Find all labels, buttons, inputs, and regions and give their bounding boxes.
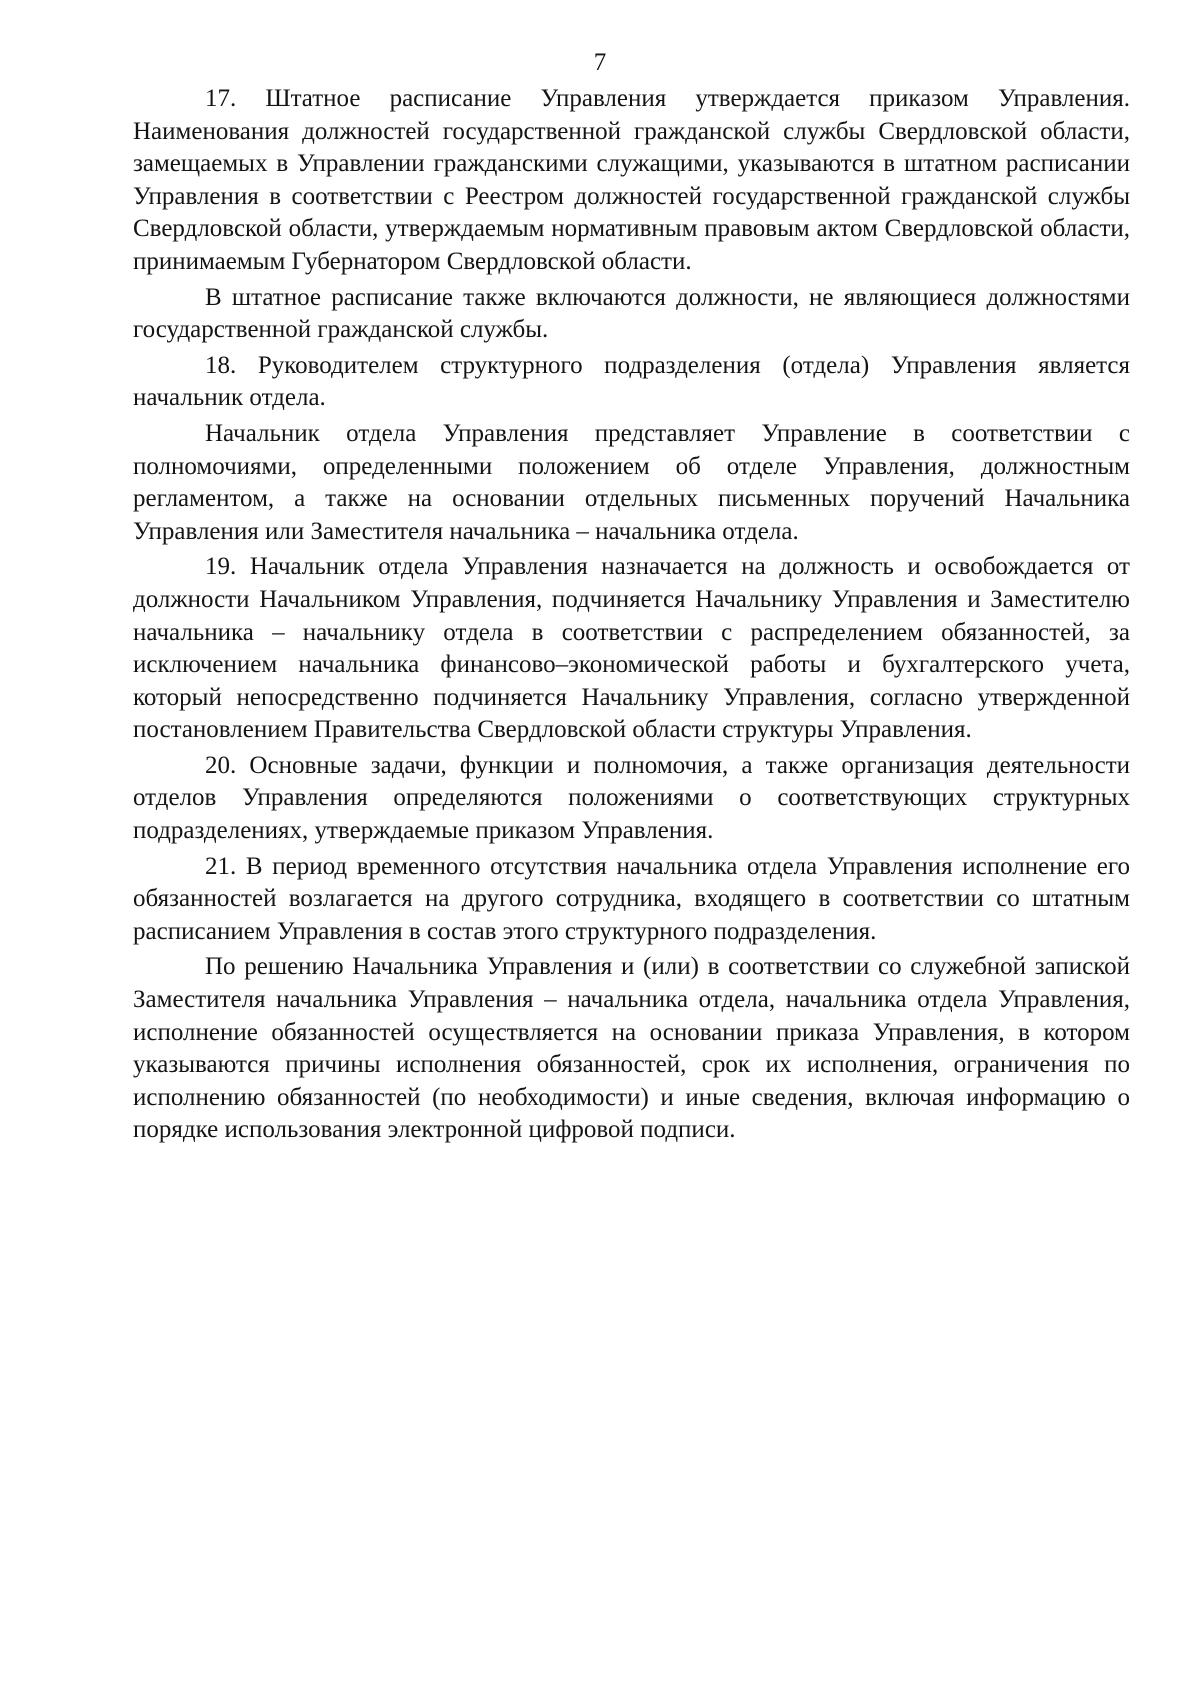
paragraph-21-order-duties: По решению Начальника Управления и (или) в соответствии со служебной запиской Заместителя начальника Управления – начальника отдела, начальника отдела Управления, исполнение обязанностей осуществляется на основании приказа Управления, в котором указываются причины исполнения обязанностей, срок их исполнения, ограничения по исполнению обязанностей (по необходимости) и иные сведения, включая информацию о порядке использования электронной цифровой подписи.: [133, 953, 1130, 1144]
page-number: 7: [593, 49, 607, 76]
paragraph-21: 21. В период временного отсутствия начальника отдела Управления исполнение его обязанностей возлагается на другого сотрудника, входящего в соответствии со штатным расписанием Управления в состав этого структурного подразделения.: [133, 852, 1130, 945]
paragraph-20: 20. Основные задачи, функции и полномочия, а также организация деятельности отделов Управления определяются положениями о соответствующих структурных подразделениях, утверждаемые приказом Управления.: [133, 751, 1130, 845]
paragraph-19: 19. Начальник отдела Управления назначается на должность и освобождается от должности Начальником Управления, подчиняется Начальнику Управления и Заместителю начальника – начальнику отдела в соответствии с распределением обязанностей, за исключением начальника финансово–экономической работы и бухгалтерского учета, который непосредственно подчиняется Начальнику Управления, согласно утвержденной постановлением Правительства Свердловской области структуры Управления.: [133, 553, 1130, 744]
paragraph-17-staff-positions: В штатное расписание также включаются должности, не являющиеся должностями государственной гражданской службы.: [133, 283, 1130, 344]
paragraph-17: 17. Штатное расписание Управления утверждается приказом Управления. Наименования должностей государственной гражданской службы Свердловской области, замещаемых в Управлении гражданскими служащими, указываются в штатном расписании Управления в соответствии с Реестром должностей государственной гражданской службы Свердловской области, утверждаемым нормативным правовым актом Свердловской области, принимаемым Губернатором Свердловской области.: [133, 85, 1130, 275]
paragraph-18: 18. Руководителем структурного подразделения (отдела) Управления является начальник отдела.: [133, 351, 1130, 412]
document-body: [133, 83, 1130, 1150]
paragraph-18-department-head-representation: Начальник отдела Управления представляет Управление в соответствии с полномочиями, определенными положением об отделе Управления, должностным регламентом, а также на основании отдельных письменных поручений Начальника Управления или Заместителя начальника – начальника отдела.: [133, 419, 1130, 545]
